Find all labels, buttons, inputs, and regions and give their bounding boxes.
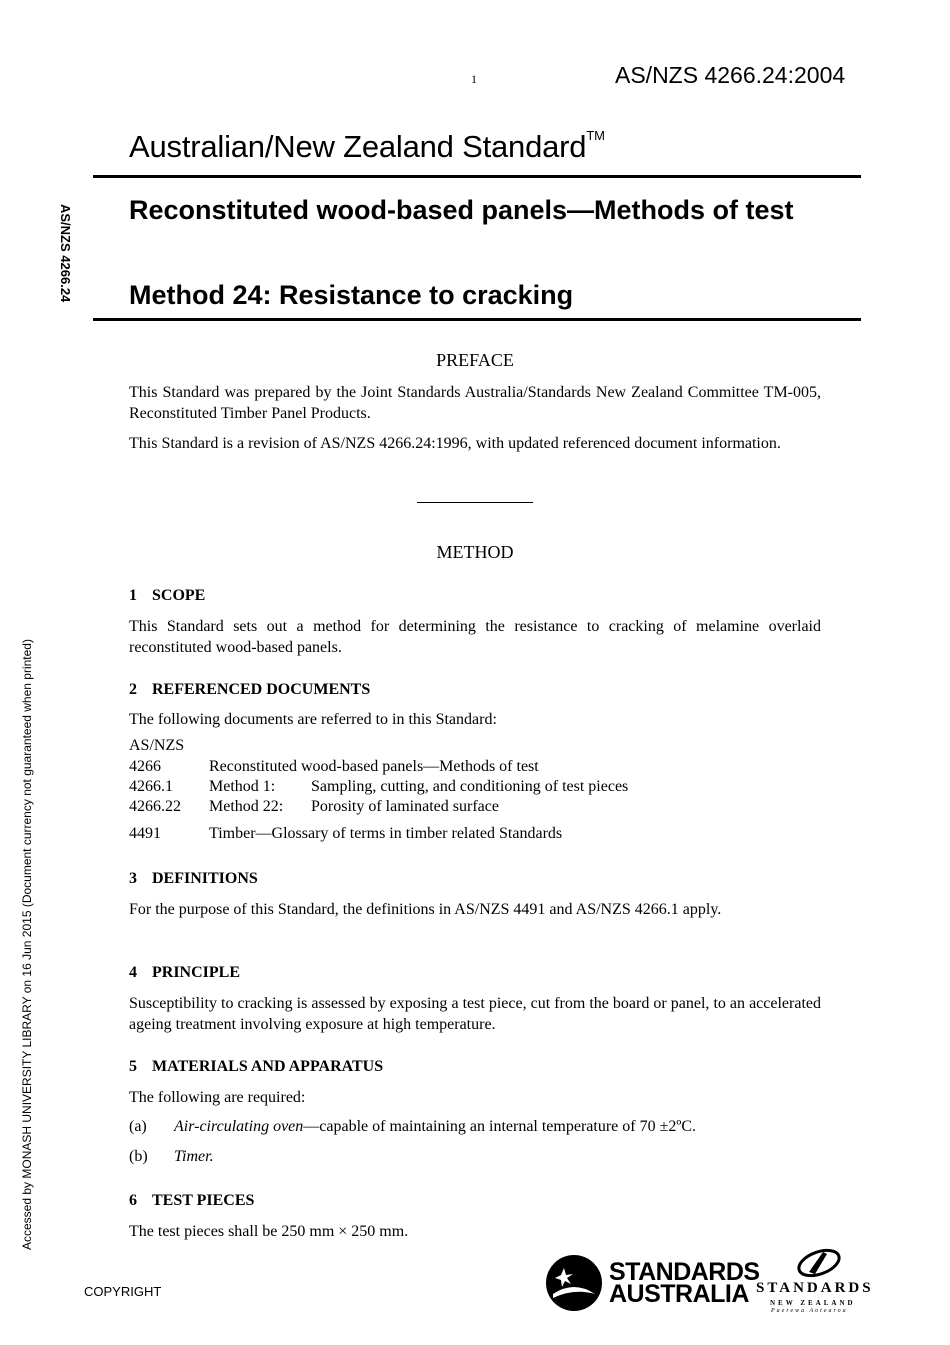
item-description: —capable of maintaining an internal temperature of 70 ±2ºC. [303,1118,696,1135]
section-number: 5 [129,1058,137,1075]
section-number: 6 [129,1192,137,1209]
reference-row [129,798,499,816]
test-pieces-text: The test pieces shall be 250 mm × 250 mm. [129,1223,409,1240]
references-intro: The following documents are referred to in this Standard: [129,711,497,728]
section-title: REFERENCED DOCUMENTS [152,681,371,698]
reference-title: Sampling, cutting, and conditioning of test pieces [311,778,629,795]
title-rule-top [93,175,861,178]
side-standard-label: AS/NZS 4266.24 [58,204,73,303]
preface-heading: PREFACE [436,350,514,370]
list-item [129,1148,214,1166]
materials-intro: The following are required: [129,1089,306,1106]
reference-row [129,778,628,796]
definitions-text: For the purpose of this Standard, the definitions in AS/NZS 4491 and AS/NZS 4266.1 apply. [129,901,722,918]
standards-new-zealand-wordmark: STANDARDS [756,1280,874,1296]
item-term: Air-circulating oven [174,1118,304,1135]
document-title: Reconstituted wood-based panels—Methods of test [129,195,794,225]
standards-australia-wordmark [609,1258,760,1308]
preface-paragraph-2: This Standard is a revision of AS/NZS 4266.24:1996, with updated referenced document information. [129,435,781,452]
section-number: 2 [129,681,137,698]
trademark: TM [586,127,605,143]
reference-code: 4491 [129,825,161,842]
title-rule-bottom [93,318,861,321]
section-heading-scope [129,587,205,605]
copyright-notice: COPYRIGHT [84,1284,162,1299]
reference-code: 4266.22 [129,798,181,815]
section-heading-referenced-documents [129,681,370,699]
paerewa-aotearoa-label: Paerewa Aotearoa [771,1308,848,1314]
section-number: 1 [129,587,137,604]
reference-code: 4266 [129,758,161,775]
item-term: Timer. [174,1148,214,1165]
page-number: 1 [471,72,477,86]
separator-line [417,502,533,503]
reference-title: Porosity of laminated surface [311,798,499,815]
section-title: PRINCIPLE [152,964,241,981]
sa-word-1: STANDARDS [609,1258,760,1286]
standard-id: AS/NZS 4266.24:2004 [615,62,846,88]
access-note: Accessed by MONASH UNIVERSITY LIBRARY on 16 Jun 2015 (Document currency not guaranteed when printed) [20,639,34,1250]
section-heading-materials [129,1058,383,1076]
new-zealand-label: NEW ZEALAND [770,1299,856,1307]
reference-title: Reconstituted wood-based panels—Methods of test [209,758,539,775]
principle-text: Susceptibility to cracking is assessed by exposing a test piece, cut from the board or panel, to an accelerated ageing treatment involving exposure at high temperature. [129,995,821,1033]
reference-title: Timber—Glossary of terms in timber related Standards [209,825,563,842]
reference-row [129,758,539,776]
section-title: DEFINITIONS [152,870,258,887]
main-title [129,129,605,165]
section-heading-definitions [129,870,258,888]
section-title: MATERIALS AND APPARATUS [152,1058,384,1075]
reference-method: Method 22: [209,798,284,815]
reference-row [129,825,562,843]
standards-australia-logo-icon [545,1254,603,1317]
section-heading-principle [129,964,240,982]
method-title: Method 24: Resistance to cracking [129,280,574,310]
list-marker: (b) [129,1148,148,1165]
standards-new-zealand-logo-icon [795,1248,843,1283]
reference-code: 4266.1 [129,778,173,795]
list-marker: (a) [129,1118,147,1135]
section-number: 4 [129,964,137,981]
section-title: SCOPE [152,587,206,604]
main-title-text: Australian/New Zealand Standard [129,129,587,164]
section-title: TEST PIECES [152,1192,255,1209]
sa-word-2: AUSTRALIA [609,1280,749,1308]
reference-method: Method 1: [209,778,276,795]
preface-paragraph-1: This Standard was prepared by the Joint Standards Australia/Standards New Zealand Committee TM-005, Reconstituted Timber Panel Products. [129,384,821,422]
section-heading-test-pieces [129,1192,254,1210]
references-group: AS/NZS [129,737,185,754]
list-item [129,1118,696,1136]
section-number: 3 [129,870,137,887]
method-heading: METHOD [436,542,514,562]
scope-text: This Standard sets out a method for determining the resistance to cracking of melamine overlaid reconstituted wood-based panels. [129,618,821,656]
